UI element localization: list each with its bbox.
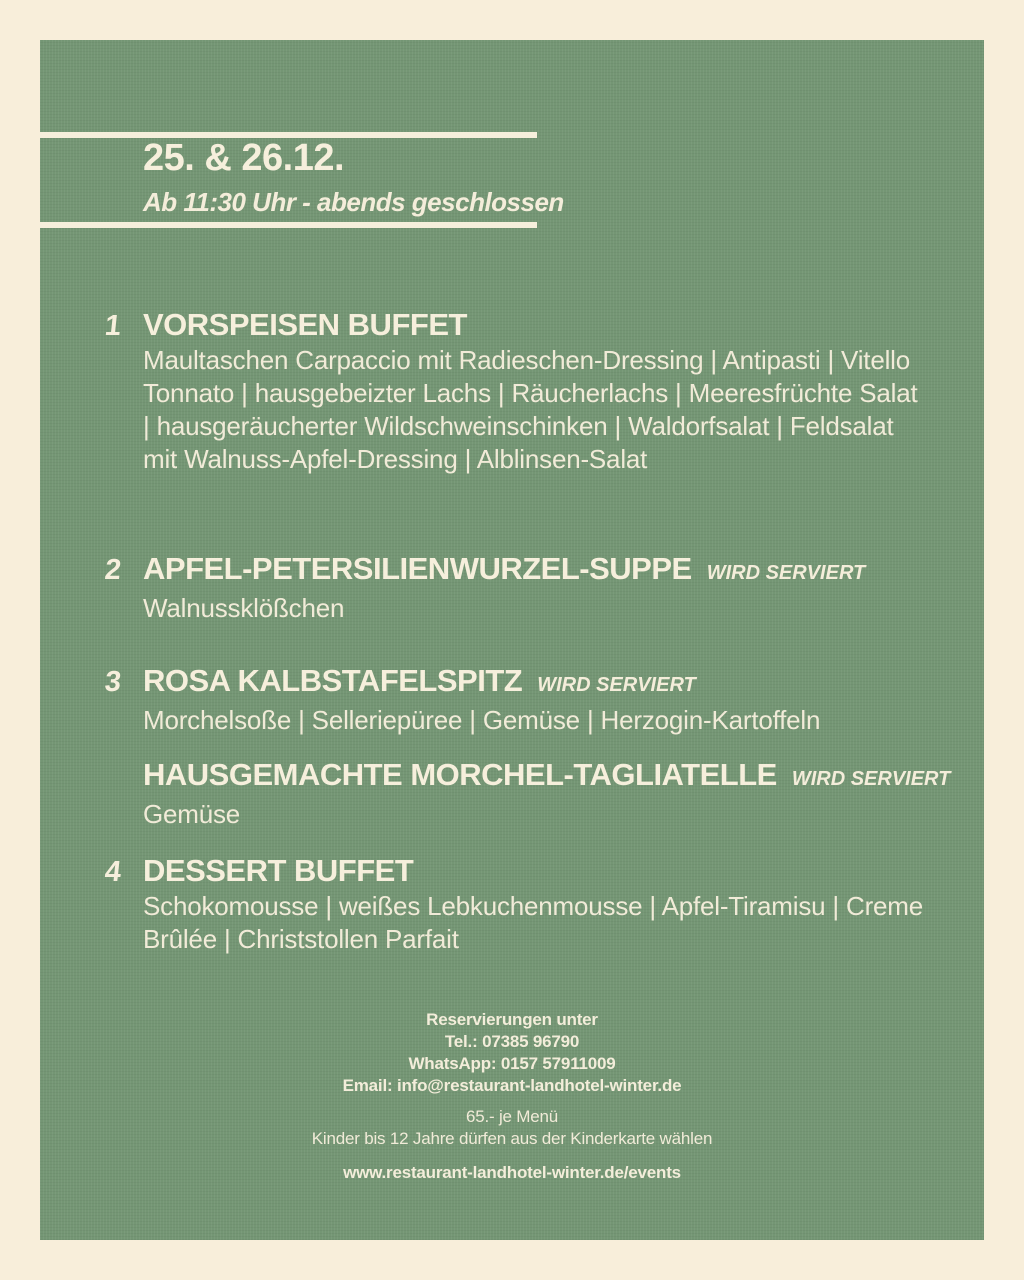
footer-contact-block: [40, 1009, 984, 1184]
served-note: WIRD SERVIERT: [537, 674, 696, 696]
course-number: 1: [103, 310, 123, 342]
course-heading: [143, 756, 951, 798]
menu-section-dessert: [96, 852, 946, 956]
served-note: WIRD SERVIERT: [706, 562, 866, 584]
course-title: ROSA KALBSTAFELSPITZ: [143, 663, 523, 698]
course-heading: [143, 852, 946, 890]
menu-section-vorspeisen: [96, 306, 946, 476]
course-title: APFEL-PETERSILIENWURZEL-SUPPE: [143, 551, 692, 586]
menu-section-suppe: [96, 550, 946, 625]
kids-note: Kinder bis 12 Jahre dürfen aus der Kinderkarte wählen: [311, 1129, 713, 1148]
opening-hours: Ab 11:30 Uhr - abends geschlossen: [143, 187, 564, 217]
header-divider-bottom: [40, 222, 537, 228]
course-number: 3: [103, 666, 123, 698]
course-description: Gemüse: [143, 799, 241, 829]
course-description: Morchelsoße | Selleriepüree | Gemüse | Herzogin-Kartoffeln: [143, 705, 821, 735]
email-address: Email: info@restaurant-landhotel-winter.de: [342, 1076, 682, 1095]
menu-price: 65.- je Menü: [465, 1107, 559, 1126]
course-description: Schokomousse | weißes Lebkuchenmousse | Apfel-Tiramisu | Creme Brûlée | Christstollen Parfait: [143, 891, 924, 954]
course-title: DESSERT BUFFET: [143, 853, 414, 888]
whatsapp-number: WhatsApp: 0157 57911009: [408, 1054, 616, 1073]
course-description: Walnussklößchen: [143, 593, 345, 623]
course-title: VORSPEISEN BUFFET: [143, 307, 467, 342]
phone-number: Tel.: 07385 96790: [444, 1032, 580, 1051]
event-dates: 25. & 26.12.: [143, 137, 345, 179]
course-title: HAUSGEMACHTE MORCHEL-TAGLIATELLE: [143, 757, 777, 792]
course-number: 4: [103, 856, 123, 888]
course-number: 2: [103, 554, 123, 586]
menu-panel: [40, 40, 984, 1240]
course-heading: [143, 306, 946, 344]
course-heading: [143, 662, 946, 704]
price-note-block: [40, 1106, 984, 1150]
reservation-heading: Reservierungen unter: [426, 1010, 598, 1029]
menu-section-kalbstafelspitz: [96, 662, 946, 737]
served-note: WIRD SERVIERT: [791, 768, 951, 790]
website-url: www.restaurant-landhotel-winter.de/events: [343, 1163, 681, 1182]
course-heading: [143, 550, 946, 592]
course-description: Maultaschen Carpaccio mit Radieschen-Dressing | Antipasti | Vitello Tonnato | hausgebeizter Lachs | Räucherlachs | Meeresfrüchte Salat | hausgeräucherter Wildschweinschinken | Waldorfsalat | Feldsalat mit Walnuss-Apfel-Dressing | Alblinsen-Salat: [143, 345, 918, 474]
menu-section-tagliatelle: [96, 756, 951, 831]
